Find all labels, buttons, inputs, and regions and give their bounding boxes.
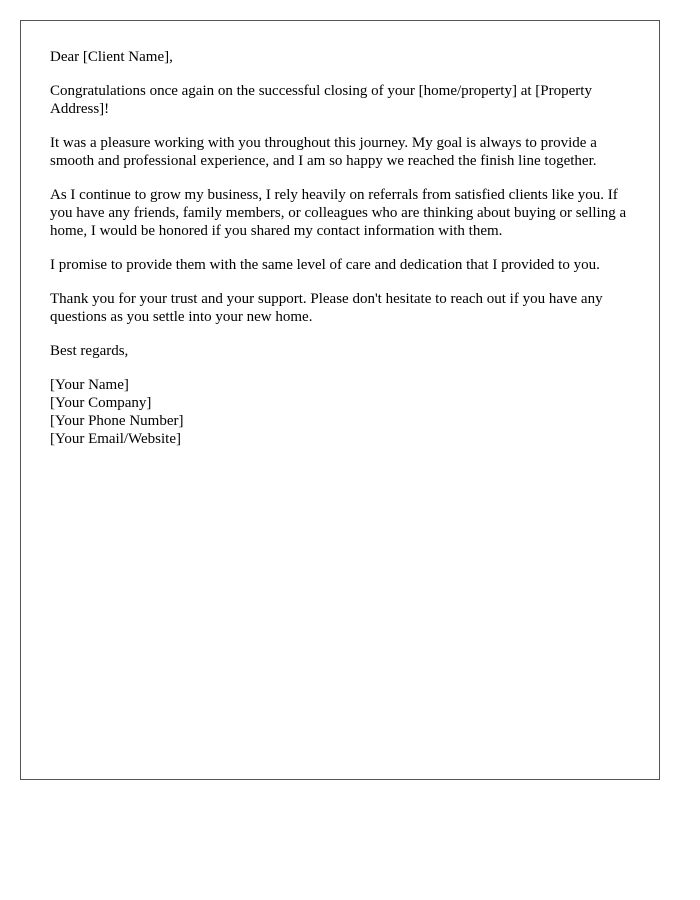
letter-frame	[20, 20, 660, 780]
paragraph-congratulations: Congratulations once again on the successful closing of your [home/property] at [Property Address]!	[50, 83, 592, 117]
paragraph-referrals: As I continue to grow my business, I rely heavily on referrals from satisfied clients like you. If you have any friends, family members, or colleagues who are thinking about buying or selling a home, I would be honored if you shared my contact information with them.	[50, 187, 627, 239]
signature-block	[50, 376, 638, 448]
signature-phone: [Your Phone Number]	[50, 413, 184, 429]
signature-email: [Your Email/Website]	[50, 431, 182, 447]
letter-body	[50, 48, 638, 448]
closing: Best regards,	[50, 343, 129, 359]
paragraph-thank-you: Thank you for your trust and your support. Please don't hesitate to reach out if you have any questions as you settle into your new home.	[50, 291, 603, 325]
salutation: Dear [Client Name],	[50, 49, 173, 65]
paragraph-promise: I promise to provide them with the same level of care and dedication that I provided to you.	[50, 257, 600, 273]
signature-name: [Your Name]	[50, 377, 129, 393]
paragraph-pleasure: It was a pleasure working with you throughout this journey. My goal is always to provide a smooth and professional experience, and I am so happy we reached the finish line together.	[50, 135, 597, 169]
signature-company: [Your Company]	[50, 395, 152, 411]
